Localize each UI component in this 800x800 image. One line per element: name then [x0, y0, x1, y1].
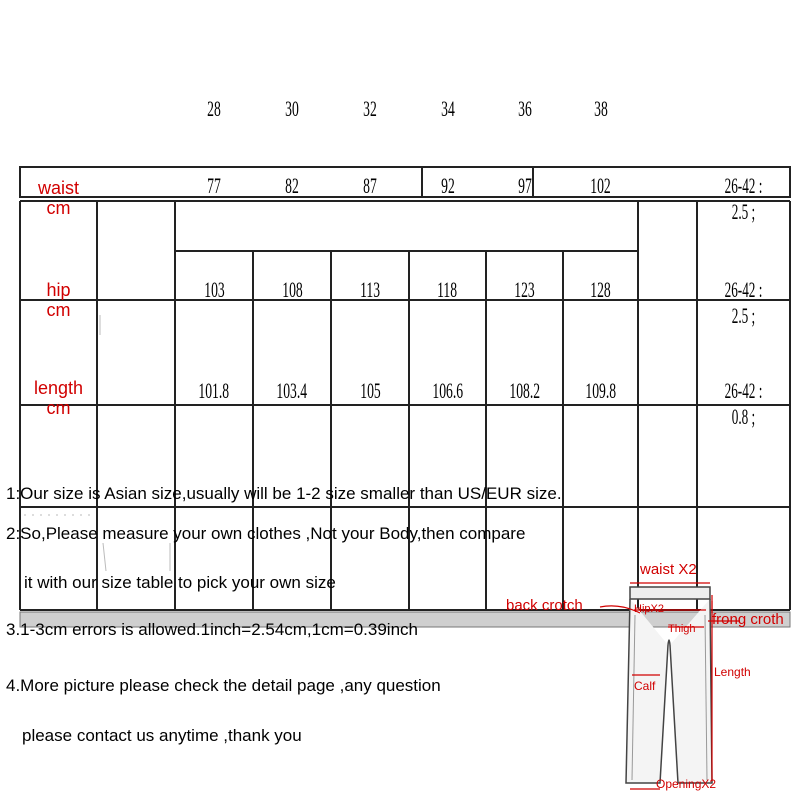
table-cell: 118 [437, 277, 458, 302]
grading-note: 26-42 : 2.5 ; [724, 277, 763, 328]
table-cell: 97 [517, 173, 532, 198]
table-cell: 101.8 [198, 378, 230, 403]
note-1: 1:Our size is Asian size,usually will be 1-2 size smaller than US/EUR size. [6, 484, 562, 503]
pants-measurement-diagram [500, 555, 800, 800]
note-2-continued: it with our size table to pick your own size [24, 573, 336, 592]
label-thigh: Thigh [668, 623, 696, 635]
note-2: 2:So,Please measure your own clothes ,Not your Body,then compare [6, 524, 526, 543]
size-header: 32 [363, 96, 377, 121]
label-front-crotch: frong croth [712, 611, 784, 628]
note-3: 3.1-3cm errors is allowed.1inch=2.54cm,1cm=0.39inch [6, 620, 418, 639]
label-waist: waist X2 [640, 561, 697, 578]
table-cell: 128 [590, 277, 611, 302]
note-4: 4.More picture please check the detail page ,any question [6, 676, 441, 695]
table-cell: 113 [360, 277, 380, 302]
note-4-continued: please contact us anytime ,thank you [22, 726, 302, 745]
size-header: 30 [285, 96, 299, 121]
table-cell: 77 [207, 173, 221, 198]
table-cell: 82 [285, 173, 299, 198]
size-header: 34 [440, 96, 455, 121]
label-hip: HipX2 [634, 603, 664, 615]
label-opening: OpeningX2 [656, 777, 717, 791]
label-back-crotch: back crotch [506, 597, 583, 614]
row-label-hip: hip cm [46, 280, 71, 320]
table-cell: 123 [514, 277, 535, 302]
table-cell: 102 [590, 173, 611, 198]
size-header: 38 [593, 96, 608, 121]
table-cell: 103 [203, 277, 225, 302]
table-cell: 108 [281, 277, 303, 302]
size-header: 28 [207, 96, 221, 121]
label-length: Length [714, 665, 751, 679]
table-cell: 103.4 [276, 378, 308, 403]
row-label-length: length cm [33, 378, 84, 418]
table-cell: 108.2 [509, 378, 540, 403]
table-cell: 106.6 [432, 378, 463, 403]
table-cell: 105 [359, 378, 381, 403]
grading-note: 26-42 : 0.8 ; [724, 378, 763, 429]
size-header: 36 [517, 96, 532, 121]
row-label-waist: waist cm [37, 178, 79, 218]
table-cell: 87 [363, 173, 377, 198]
pants-icon [500, 555, 800, 800]
grading-note: 26-42 : 2.5 ; [724, 173, 763, 224]
table-cell: 92 [440, 173, 455, 198]
table-cell: 109.8 [585, 378, 616, 403]
label-calf: Calf [634, 679, 656, 693]
